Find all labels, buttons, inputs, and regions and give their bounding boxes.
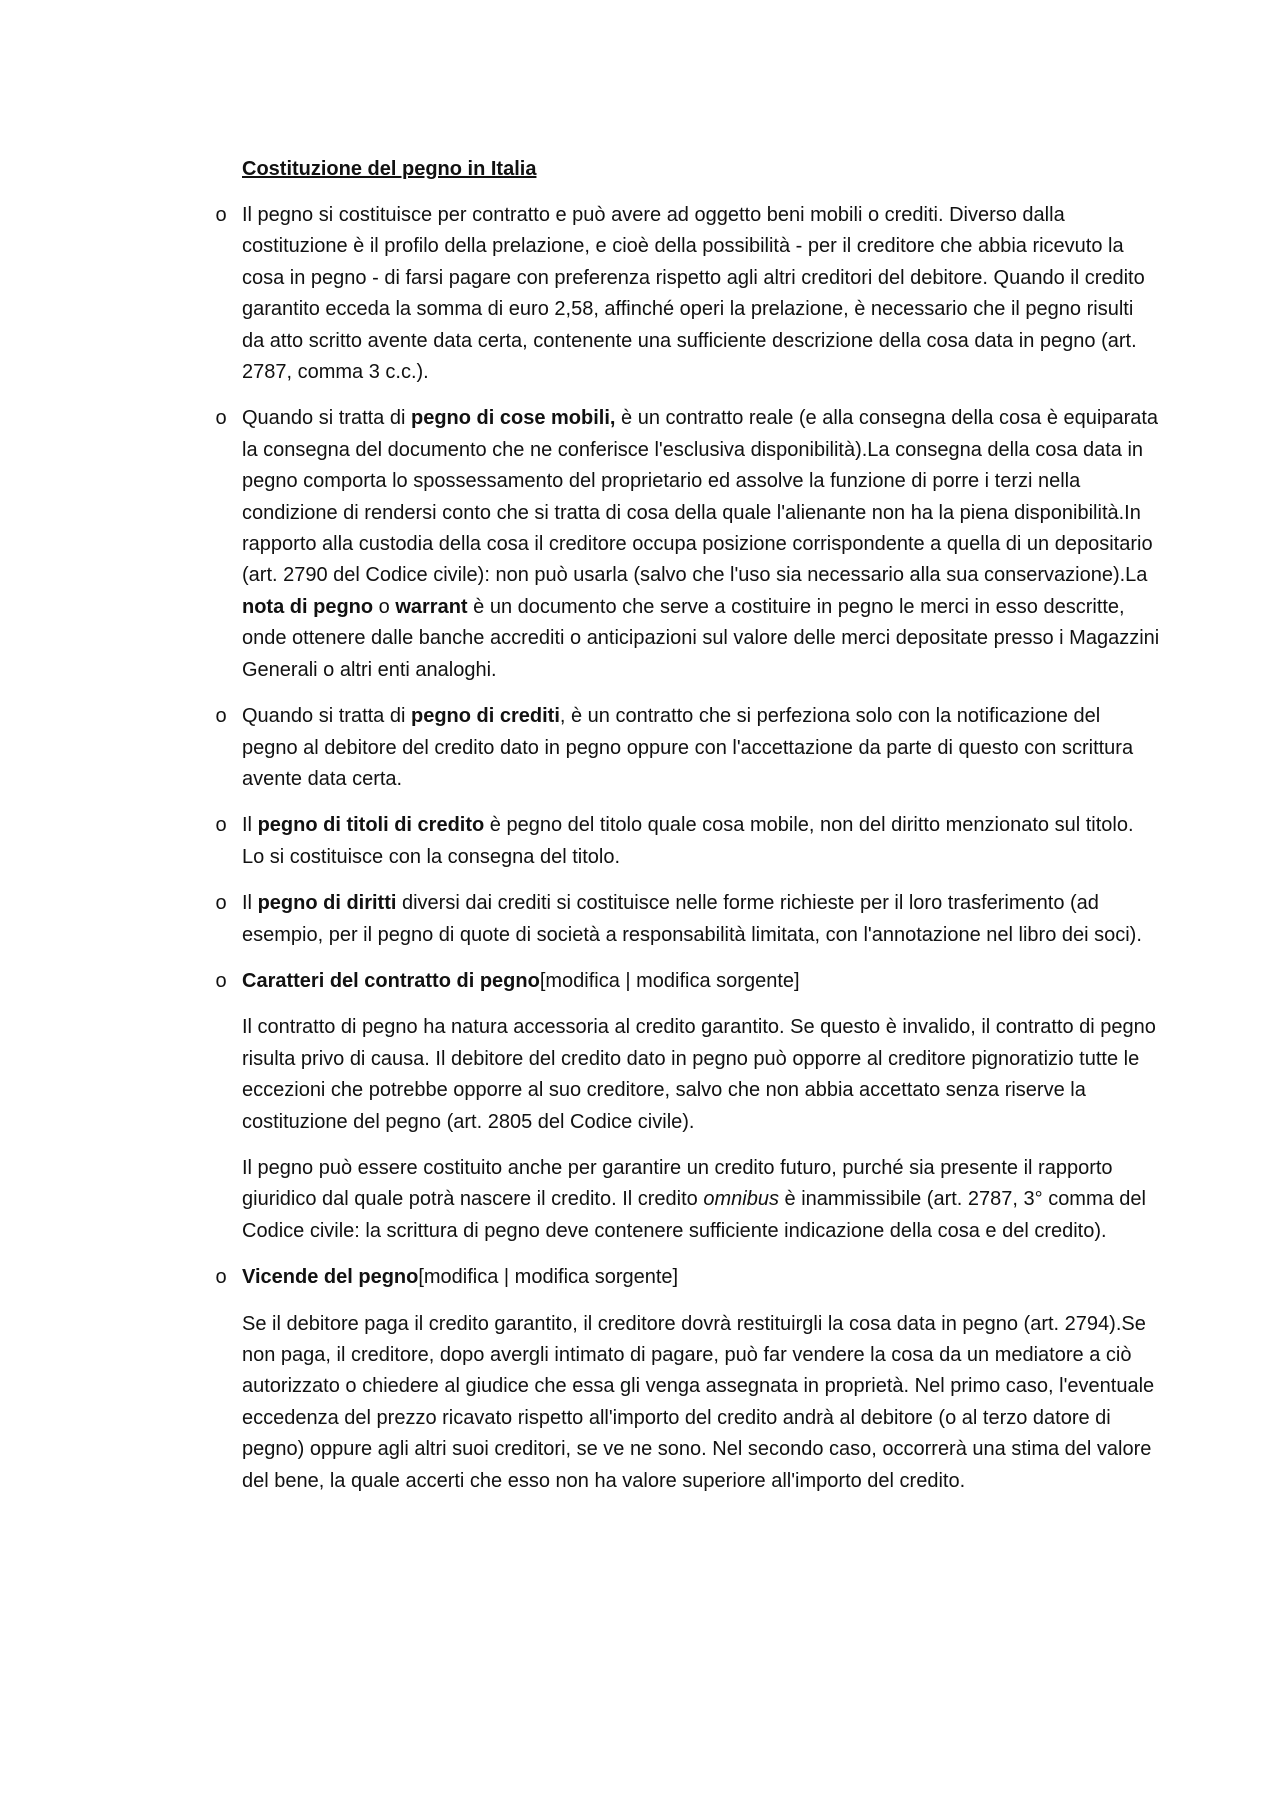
- list-item: [215, 1262, 1160, 1293]
- paragraph-cose-mobili: Quando si tratta di pegno di cose mobili, è un contratto reale (e alla consegna della cosa è equiparata la consegna del documento che ne conferisce l'esclusiva disponibilità).La consegna della cosa data in pegno comporta lo spossessamento del proprietario ed assolve la funzione di porre i terzi nella condizione di rendersi conto che si tratta di cosa della quale l'alienante non ha la piena disponibilità.In rapporto alla custodia della cosa il creditore occupa posizione corrispondente a quella di un depositario (art. 2790 del Codice civile): non può usarla (salvo che l'uso sia necessario alla sua conservazione).La nota di pegno o warrant è un documento che serve a costituire in pegno le merci in esso descritte, onde ottenere dalle banche accrediti o anticipazioni sul valore delle merci depositate presso i Magazzini Generali o altri enti analoghi.: [242, 407, 1160, 681]
- italic-term: omnibus: [703, 1188, 779, 1211]
- list-item: [215, 403, 1160, 686]
- paragraph-caratteri-2: Il pegno può essere costituito anche per garantire un credito futuro, purché sia presente il rapporto giuridico dal quale potrà nascere il credito. Il credito omnibus è inammissibile (art. 2787, 3° comma del Codice civile: la scrittura di pegno deve contenere sufficiente indicazione della cosa e del credito).: [242, 1156, 1146, 1242]
- bullet-icon: o: [215, 204, 227, 226]
- paragraph-vicende: Se il debitore paga il credito garantito, il creditore dovrà restituirgli la cosa data in pegno (art. 2794).Se non paga, il creditore, dopo avergli intimato di pagare, può far vendere la cosa da un mediatore a ciò autorizzato o chiedere al giudice che essa gli venga assegnata in proprietà. Nel primo caso, l'eventuale eccedenza del prezzo ricavato rispetto all'importo del credito andrà al debitore (o al terzo datore di pegno) oppure agli altri suoi creditori, se ve ne sono. Nel secondo caso, occorrerà una stima del valore del bene, la quale accerti che esso non ha valore superiore all'importo del credito.: [242, 1312, 1155, 1492]
- paragraph-titoli-credito: Il pegno di titoli di credito è pegno del titolo quale cosa mobile, non del diritto menzionato sul titolo. Lo si costituisce con la consegna del titolo.: [242, 814, 1134, 868]
- list-item: [215, 200, 1160, 388]
- bold-term: nota di pegno: [242, 595, 374, 618]
- bullet-icon: o: [215, 814, 227, 837]
- list-item: [215, 966, 1160, 997]
- bold-term: pegno di diritti: [257, 892, 397, 915]
- bullet-icon: o: [215, 969, 227, 992]
- paragraph-diritti: Il pegno di diritti diversi dai crediti si costituisce nelle forme richieste per il loro trasferimento (ad esempio, per il pegno di quote di società a responsabilità limitata, con l'annotazione nel libro dei soci).: [242, 892, 1142, 946]
- list-item: [215, 888, 1160, 951]
- bullet-icon: o: [215, 407, 227, 430]
- bullet-icon: o: [215, 892, 227, 915]
- section-heading-text: Vicende del pegno: [242, 1266, 419, 1289]
- paragraph-caratteri-1: Il contratto di pegno ha natura accessoria al credito garantito. Se questo è invalido, il contratto di pegno risulta privo di causa. Il debitore del credito dato in pegno può opporre al creditore pignoratizio tutte le eccezioni che potrebbe opporre al suo creditore, salvo che non abbia accettato senza riserve la costituzione del pegno (art. 2805 del Codice civile).: [242, 1016, 1156, 1133]
- bold-term: warrant: [395, 595, 468, 618]
- section-heading-caratteri: [242, 966, 1160, 997]
- bold-term: pegno di titoli di credito: [257, 814, 485, 837]
- list-item: [215, 701, 1160, 795]
- section-heading-text: Caratteri del contratto di pegno: [242, 969, 540, 992]
- bullet-icon: o: [215, 1266, 227, 1289]
- paragraph-costituzione: Il pegno si costituisce per contratto e può avere ad oggetto beni mobili o crediti. Diverso dalla costituzione è il profilo della prelazione, e cioè della possibilità - per il creditore che abbia ricevuto la cosa in pegno - di farsi pagare con preferenza rispetto agli altri creditori del debitore. Quando il credito garantito ecceda la somma di euro 2,58, affinché operi la prelazione, è necessario che il pegno risulti da atto scritto avente data certa, contenente una sufficiente descrizione della cosa data in pegno (art. 2787, comma 3 c.c.).: [242, 204, 1145, 384]
- bold-term: pegno di crediti: [410, 705, 560, 728]
- section-heading-vicende: [242, 1262, 1160, 1293]
- paragraph-crediti: Quando si tratta di pegno di crediti, è un contratto che si perfeziona solo con la notificazione del pegno al debitore del credito dato in pegno oppure con l'accettazione da parte di questo con scrittura avente data certa.: [242, 705, 1134, 790]
- bold-term: pegno di cose mobili,: [410, 407, 616, 430]
- edit-links[interactable]: [modifica | modifica sorgente]: [539, 969, 800, 992]
- document-title: Costituzione del pegno in Italia: [242, 158, 537, 180]
- list-item: [215, 810, 1160, 873]
- bullet-icon: o: [215, 705, 227, 728]
- edit-links[interactable]: [modifica | modifica sorgente]: [418, 1266, 679, 1289]
